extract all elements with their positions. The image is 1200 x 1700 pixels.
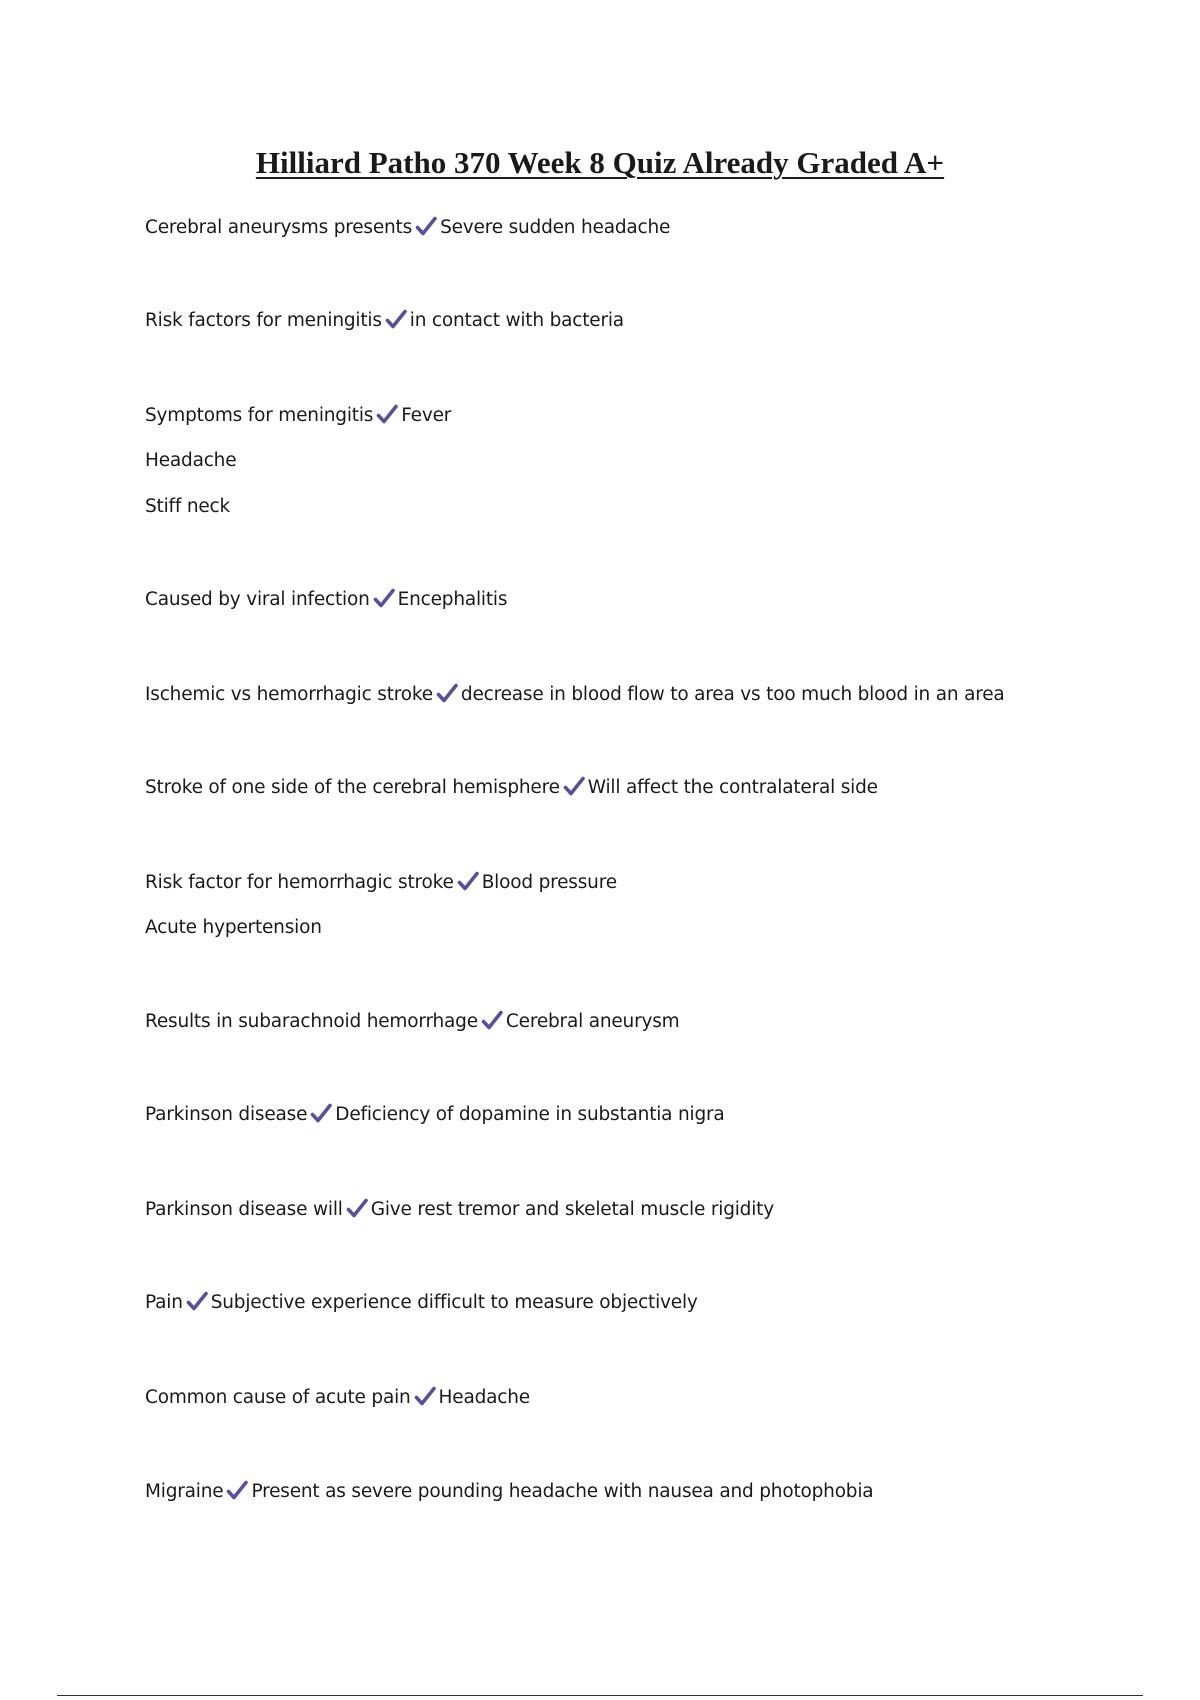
question-text: Common cause of acute pain [145, 1387, 411, 1408]
checkmark-icon [414, 1385, 436, 1407]
qa-item [145, 403, 451, 429]
question-text: Risk factor for hemorrhagic stroke [145, 872, 454, 893]
qa-item [145, 215, 670, 241]
question-text: Cerebral aneurysms presents [145, 217, 413, 238]
question-text: Pain [145, 1292, 183, 1313]
qa-item [145, 870, 617, 896]
qa-item [145, 1009, 680, 1035]
answer-continuation-text: Stiff neck [145, 496, 231, 517]
question-text: Parkinson disease [145, 1104, 308, 1125]
answer-text: Fever [401, 405, 452, 426]
document-title-text: Hilliard Patho 370 Week 8 Quiz Already Graded A+ [255, 145, 945, 180]
qa-item [145, 682, 1005, 708]
answer-text: Will affect the contralateral side [587, 777, 878, 798]
document-title [0, 143, 1200, 183]
answer-text: in contact with bacteria [409, 310, 624, 331]
answer-continuation-text: Headache [145, 450, 237, 471]
question-text: Parkinson disease will [145, 1199, 343, 1220]
question-text: Caused by viral infection [145, 589, 370, 610]
answer-text: Subjective experience difficult to measure objectively [210, 1292, 698, 1313]
qa-item [145, 1385, 530, 1411]
question-text: Stroke of one side of the cerebral hemisphere [145, 777, 560, 798]
answer-text: Present as severe pounding headache with nausea and photophobia [251, 1481, 874, 1502]
question-text: Ischemic vs hemorrhagic stroke [145, 684, 433, 705]
qa-item [145, 587, 507, 613]
checkmark-icon [385, 308, 407, 330]
answer-text: decrease in blood flow to area vs too much blood in an area [460, 684, 1005, 705]
checkmark-icon [186, 1290, 208, 1312]
checkmark-icon [481, 1009, 503, 1031]
answer-text: Deficiency of dopamine in substantia nigra [335, 1104, 725, 1125]
answer-text: Cerebral aneurysm [505, 1011, 680, 1032]
answer-text: Encephalitis [397, 589, 508, 610]
checkmark-icon [310, 1102, 332, 1124]
checkmark-icon [415, 215, 437, 237]
footer-rule [57, 1695, 1143, 1696]
checkmark-icon [563, 775, 585, 797]
qa-item [145, 775, 878, 801]
answer-text: Severe sudden headache [440, 217, 671, 238]
checkmark-icon [376, 403, 398, 425]
answer-text: Blood pressure [481, 872, 617, 893]
answer-text: Give rest tremor and skeletal muscle rigidity [370, 1199, 774, 1220]
qa-item [145, 308, 624, 334]
checkmark-icon [346, 1197, 368, 1219]
question-text: Risk factors for meningitis [145, 310, 382, 331]
checkmark-icon [373, 587, 395, 609]
qa-item [145, 1102, 725, 1128]
qa-item [145, 1197, 774, 1223]
question-text: Results in subarachnoid hemorrhage [145, 1011, 478, 1032]
checkmark-icon [457, 870, 479, 892]
question-text: Symptoms for meningitis [145, 405, 374, 426]
checkmark-icon [436, 682, 458, 704]
qa-item [145, 1290, 698, 1316]
answer-continuation-text: Acute hypertension [145, 917, 322, 938]
checkmark-icon [226, 1479, 248, 1501]
answer-text: Headache [438, 1387, 530, 1408]
qa-item [145, 1479, 873, 1505]
question-text: Migraine [145, 1481, 224, 1502]
